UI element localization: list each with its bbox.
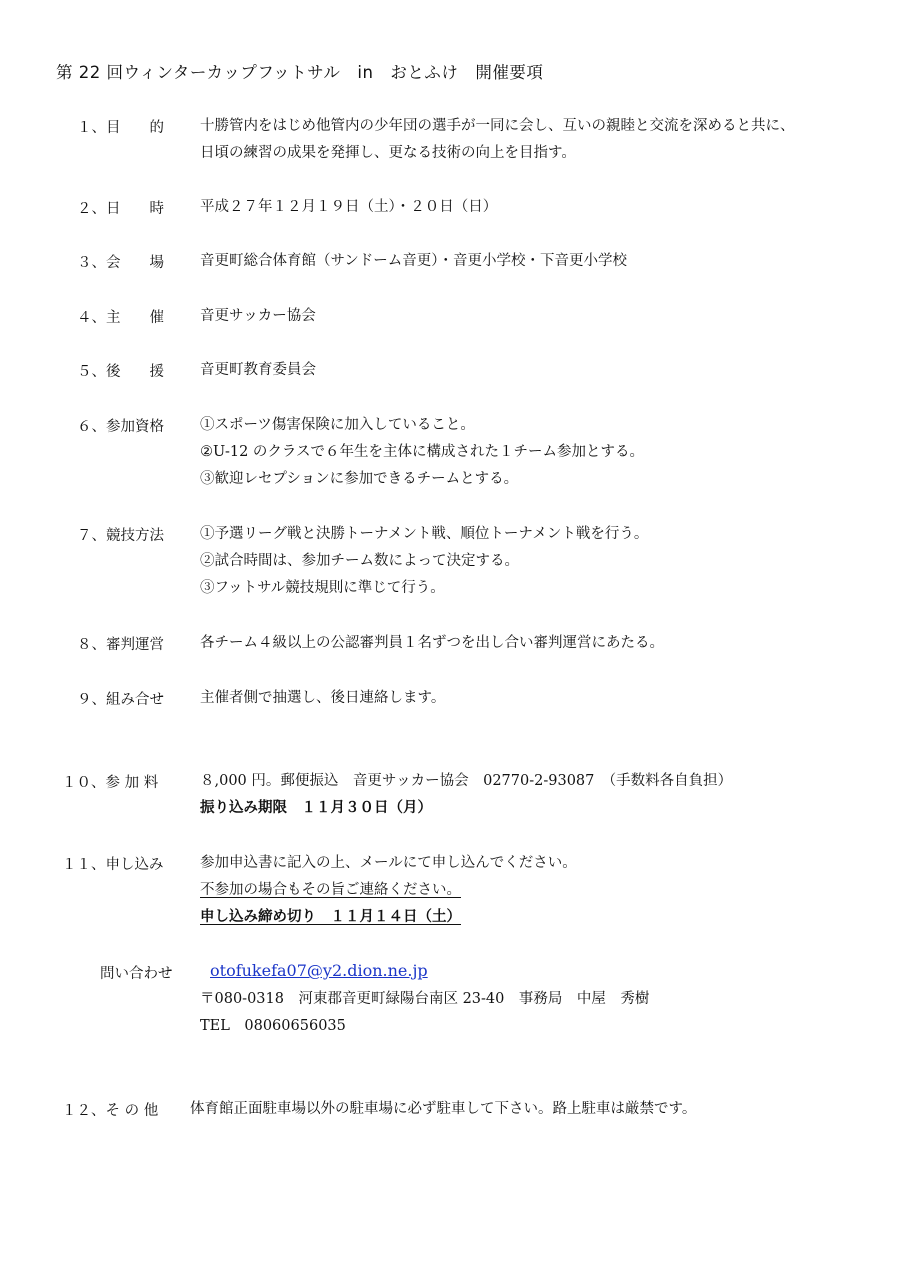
section-text: 平成２７年１２月１９日（土）・２０日（日）: [200, 199, 498, 215]
section-text: 音更サッカー協会: [200, 308, 316, 324]
section-text: ８,000 円。郵便振込 音更サッカー協会 02770-2-93087 （手数料各自負担）: [200, 773, 733, 789]
section-text: 音更町総合体育館（サンドーム音更）・音更小学校・下音更小学校: [200, 253, 628, 269]
section-label: １、目 的: [77, 120, 164, 136]
section-text: 体育館正面駐車場以外の駐車場に必ず駐車して下さい。路上駐車は厳禁です。: [190, 1101, 697, 1117]
payment-deadline: 振り込み期限 １１月３０日（月）: [200, 799, 432, 816]
application-deadline: 申し込み締め切り １１月１４日（土）: [200, 908, 461, 925]
section-text: ①予選リーグ戦と決勝トーナメント戦、順位トーナメント戦を行う。: [200, 526, 649, 542]
section-text: 各チーム４級以上の公認審判員１名ずつを出し合い審判運営にあたる。: [200, 635, 664, 651]
contact-tel: TEL 08060656035: [200, 1018, 346, 1034]
contact-address: 〒080-0318 河東郡音更町緑陽台南区 23-40 事務局 中屋 秀樹: [200, 991, 650, 1007]
section-label: ２、日 時: [77, 201, 164, 217]
section-label: ７、競技方法: [77, 528, 164, 544]
section-label: １２、そ の 他: [62, 1103, 159, 1119]
section-label: ３、会 場: [77, 255, 164, 271]
section-label: 問い合わせ: [100, 966, 173, 982]
section-text: 音更町教育委員会: [200, 362, 316, 378]
section-text: ①スポーツ傷害保険に加入していること。: [200, 417, 475, 433]
section-text: 不参加の場合もその旨ご連絡ください。: [200, 882, 461, 898]
section-text: 日頃の練習の成果を発揮し、更なる技術の向上を目指す。: [200, 145, 576, 161]
section-text: ③歓迎レセプションに参加できるチームとする。: [200, 471, 519, 487]
section-text: ③フットサル競技規則に準じて行う。: [200, 580, 445, 596]
section-label: ６、参加資格: [77, 419, 164, 435]
section-text: 十勝管内をはじめ他管内の少年団の選手が一同に会し、互いの親睦と交流を深めると共に、: [200, 118, 795, 134]
section-label: ８、審判運営: [77, 637, 164, 653]
contact-email-link[interactable]: otofukefa07@y2.dion.ne.jp: [210, 961, 428, 980]
section-text: 主催者側で抽選し、後日連絡します。: [200, 690, 446, 706]
section-label: １１、申し込み: [62, 857, 164, 873]
section-label: ９、組み合せ: [77, 692, 164, 708]
section-label: ４、主 催: [77, 310, 164, 326]
section-label: １０、参 加 料: [62, 775, 159, 791]
section-text: ②U-12 のクラスで６年生を主体に構成された１チーム参加とする。: [200, 444, 644, 460]
document-title: 第 22 回ウィンターカップフットサル in おとふけ 開催要項: [56, 63, 544, 82]
section-text: 参加申込書に記入の上、メールにて申し込んでください。: [200, 855, 577, 871]
section-label: ５、後 援: [77, 364, 164, 380]
section-text: ②試合時間は、参加チーム数によって決定する。: [200, 553, 519, 569]
